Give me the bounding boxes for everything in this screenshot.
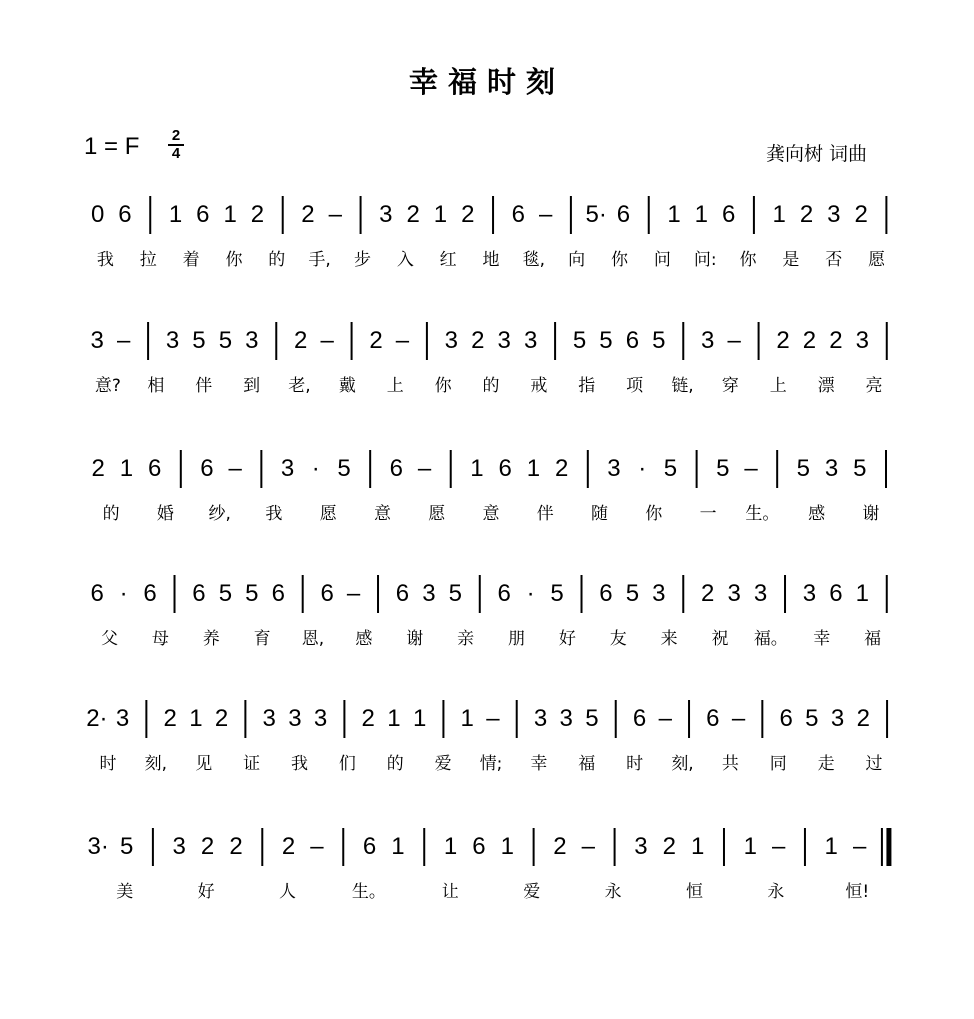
lyric: 链, — [671, 376, 694, 396]
lyric: 否 — [825, 250, 843, 270]
note: 3 — [262, 705, 276, 732]
lyric: 共 — [721, 754, 739, 774]
lyric: 我 — [265, 504, 283, 524]
lyric: 亲 — [457, 629, 475, 649]
lyric: 刻, — [144, 754, 168, 774]
lyric: 愿 — [319, 504, 337, 524]
note: 1 — [772, 201, 786, 228]
note: 2 — [301, 201, 315, 228]
note: 5 — [853, 455, 867, 482]
lyric: 伴 — [536, 504, 554, 524]
lyric: 伴 — [195, 376, 213, 396]
key-signature: 1 = F — [84, 133, 140, 160]
note: 2 — [406, 201, 420, 228]
note: 3 — [90, 327, 104, 354]
note: 3 — [607, 455, 621, 482]
note: 2 — [229, 833, 243, 860]
note: 3 — [280, 455, 295, 482]
lyric: 刻, — [671, 754, 694, 774]
note: – — [310, 833, 324, 860]
lyric: 育 — [253, 629, 271, 649]
lyric: 亮 — [865, 376, 883, 396]
note: · — [119, 580, 128, 607]
note: 2 — [361, 705, 375, 732]
note: 5 — [652, 327, 666, 354]
lyric: 上 — [769, 376, 787, 396]
note: 1 — [387, 705, 401, 732]
note: 5 — [192, 327, 206, 354]
lyric: 戴 — [338, 376, 356, 396]
note: 6 — [497, 580, 511, 607]
note: 3 — [634, 833, 648, 860]
note: 2 — [662, 833, 676, 860]
note: 3 — [523, 327, 538, 354]
note: 5 — [337, 455, 351, 482]
note: 0 — [90, 201, 105, 228]
lyric: 谢 — [406, 629, 424, 649]
note: 2 — [776, 327, 790, 354]
note: 3 — [559, 705, 573, 732]
lyric: 到 — [243, 376, 261, 396]
lyric: 我 — [96, 250, 114, 270]
note: – — [538, 201, 553, 228]
note: – — [116, 327, 131, 354]
lyric: 愿 — [868, 250, 886, 270]
lyric: 福 — [578, 754, 596, 774]
lyric: 爱 — [523, 882, 541, 902]
note: 2 — [461, 201, 475, 228]
note: 3 — [824, 455, 839, 482]
note: 6 — [147, 455, 162, 482]
lyric: 感 — [808, 504, 826, 524]
note: 6 — [118, 201, 132, 228]
note: 6 — [706, 705, 720, 732]
lyric: 好 — [197, 882, 215, 902]
note: – — [346, 580, 361, 607]
lyric: 着 — [182, 250, 200, 270]
lyric: 人 — [279, 882, 296, 902]
note: 2 — [554, 455, 569, 482]
lyric: 步 — [353, 250, 371, 270]
lyric: 祝 — [711, 629, 729, 649]
note: 3 — [245, 327, 259, 354]
lyric: 红 — [439, 250, 457, 270]
lyric: 谢 — [862, 504, 880, 524]
note: 5 — [448, 580, 463, 607]
lyric: 来 — [660, 629, 678, 649]
note: 5 — [805, 705, 819, 732]
note: 2 — [91, 455, 105, 482]
note: 6 — [779, 705, 793, 732]
lyric: 的 — [268, 250, 286, 270]
lyric: 婚 — [156, 504, 174, 524]
note: – — [328, 201, 342, 228]
note: 6 — [498, 455, 512, 482]
lyric: 指 — [578, 376, 596, 396]
note: 3 — [379, 201, 393, 228]
lyric: 走 — [817, 754, 835, 774]
lyric: 手, — [308, 250, 331, 270]
lyric: 拉 — [139, 250, 157, 270]
note: 5 — [245, 580, 259, 607]
note: 3 — [753, 580, 768, 607]
note: 5 — [550, 580, 564, 607]
lyric: 母 — [151, 629, 169, 649]
lyric: 愿 — [428, 504, 446, 524]
note: – — [727, 327, 741, 354]
note: 5 — [572, 327, 587, 354]
lyric: 见 — [195, 754, 213, 774]
lyric: 生。 — [745, 504, 780, 524]
note: 2 — [281, 833, 296, 860]
note: 1 — [119, 455, 134, 482]
lyric: 意 — [373, 504, 391, 524]
lyric: 同 — [769, 754, 787, 774]
lyric: 戒 — [530, 376, 548, 396]
lyric: 永 — [604, 882, 622, 902]
note: 5 — [585, 705, 599, 732]
note: 6 — [395, 580, 410, 607]
note: 3 — [313, 705, 328, 732]
note: 3 — [802, 580, 817, 607]
note: 1 — [189, 705, 203, 732]
note: 5 — [119, 833, 134, 860]
note: 2 — [250, 201, 265, 228]
lyric: 们 — [338, 754, 356, 774]
lyric: 友 — [609, 629, 627, 649]
note: – — [658, 705, 672, 732]
lyric: 好 — [558, 629, 576, 649]
note: 6 — [362, 833, 377, 860]
note: 2· — [86, 705, 108, 732]
lyric: 是 — [782, 250, 800, 270]
note: 1 — [500, 833, 515, 860]
note: 6 — [599, 580, 613, 607]
lyric: 的 — [102, 504, 120, 524]
lyric: 相 — [147, 376, 165, 396]
note: 2 — [294, 327, 308, 354]
note: 3 — [652, 580, 666, 607]
note: 6 — [196, 201, 210, 228]
note: – — [417, 455, 432, 482]
lyric: 朋 — [507, 629, 525, 649]
note: 3 — [727, 580, 741, 607]
note: – — [228, 455, 242, 482]
note: 2 — [200, 833, 215, 860]
note: 1 — [391, 833, 405, 860]
note: 1 — [460, 705, 474, 732]
note: 6 — [143, 580, 157, 607]
lyric: 项 — [626, 376, 644, 396]
note: · — [526, 580, 535, 607]
note: 3 — [855, 327, 870, 354]
note: 6 — [90, 580, 104, 607]
lyric: 意 — [482, 504, 500, 524]
lyric: 随 — [591, 504, 609, 524]
note: – — [320, 327, 334, 354]
note: 1 — [691, 833, 705, 860]
note: 2 — [856, 705, 870, 732]
lyric: 爱 — [434, 754, 452, 774]
note: 3 — [701, 327, 715, 354]
note: 6 — [829, 580, 843, 607]
lyric: 地 — [482, 250, 500, 270]
lyric: 让 — [441, 882, 459, 902]
note: 3· — [87, 833, 109, 860]
note: 3 — [172, 833, 186, 860]
note: 5 — [599, 327, 613, 354]
note: 6 — [389, 455, 403, 482]
note: 1 — [443, 833, 458, 860]
credit: 龚向树 词曲 — [766, 143, 868, 165]
lyric: 老, — [288, 376, 311, 396]
note: 6 — [192, 580, 206, 607]
lyric: 情; — [479, 754, 503, 774]
note: 1 — [824, 833, 838, 860]
note: – — [744, 455, 758, 482]
note: – — [486, 705, 500, 732]
note: 5 — [218, 327, 233, 354]
lyric: 一 — [699, 504, 717, 524]
note: 6 — [200, 455, 214, 482]
lyric: 幸 — [530, 754, 548, 774]
lyric: 意? — [94, 376, 121, 396]
note: · — [638, 455, 647, 482]
lyric: 穿 — [721, 376, 739, 396]
note: 1 — [743, 833, 757, 860]
note: 1 — [433, 201, 448, 228]
lyric: 漂 — [817, 376, 835, 396]
note: 1 — [855, 580, 870, 607]
note: 2 — [799, 201, 814, 228]
lyric: 恒 — [686, 882, 703, 902]
lyric: 你 — [225, 250, 243, 270]
note: 1 — [412, 705, 427, 732]
note: 1 — [168, 201, 183, 228]
note: 3 — [288, 705, 302, 732]
note: 2 — [854, 201, 868, 228]
lyric: 你 — [645, 504, 663, 524]
note: 5 — [218, 580, 233, 607]
note: – — [852, 833, 867, 860]
lyric: 证 — [243, 754, 261, 774]
lyric: 上 — [386, 376, 404, 396]
note: 6 — [320, 580, 334, 607]
note: 2 — [701, 580, 715, 607]
note: 1 — [223, 201, 237, 228]
note: – — [731, 705, 746, 732]
lyric: 纱, — [208, 504, 231, 524]
note: 3 — [533, 705, 548, 732]
note: 2 — [553, 833, 567, 860]
lyric: 生。 — [351, 882, 386, 902]
note: 5 — [625, 580, 640, 607]
lyric: 过 — [865, 754, 883, 774]
note: – — [771, 833, 786, 860]
note: 5 — [663, 455, 678, 482]
note: 5 — [796, 455, 810, 482]
note: 6 — [511, 201, 525, 228]
lyric: 永 — [767, 882, 785, 902]
time-signature-top: 2 — [171, 127, 181, 144]
lyric: 问: — [693, 250, 717, 270]
note: 1 — [667, 201, 681, 228]
lyric: 你 — [739, 250, 757, 270]
note: 3 — [115, 705, 130, 732]
note: 5 — [716, 455, 730, 482]
note: 5· — [585, 201, 607, 228]
lyric: 恩, — [301, 629, 325, 649]
note: 1 — [470, 455, 484, 482]
song-title: 幸福时刻 — [408, 65, 565, 99]
lyric: 问 — [653, 250, 671, 270]
lyric: 你 — [611, 250, 629, 270]
note: 2 — [471, 327, 485, 354]
lyric: 父 — [100, 629, 118, 649]
lyric: 时 — [99, 754, 117, 774]
note: 3 — [497, 327, 511, 354]
lyric: 我 — [290, 754, 308, 774]
note: 2 — [829, 327, 843, 354]
note: 2 — [214, 705, 229, 732]
lyric: 感 — [355, 629, 373, 649]
lyric: 你 — [434, 376, 452, 396]
note: 2 — [802, 327, 817, 354]
note: 6 — [271, 580, 285, 607]
lyric: 福。 — [753, 629, 788, 649]
lyric: 毯, — [522, 250, 546, 270]
lyric: 向 — [568, 250, 586, 270]
time-signature-bottom: 4 — [171, 145, 181, 162]
note: 6 — [632, 705, 647, 732]
note: 3 — [444, 327, 459, 354]
lyric: 福 — [864, 629, 882, 649]
note: 6 — [625, 327, 640, 354]
note: 6 — [472, 833, 486, 860]
note: – — [395, 327, 410, 354]
note: 1 — [526, 455, 541, 482]
lyric: 幸 — [813, 629, 831, 649]
note: 6 — [721, 201, 736, 228]
note: · — [311, 455, 320, 482]
note: 6 — [616, 201, 631, 228]
note: 3 — [165, 327, 180, 354]
lyric: 入 — [396, 250, 414, 270]
note: – — [581, 833, 595, 860]
note: 3 — [830, 705, 845, 732]
note: 1 — [694, 201, 709, 228]
lyric: 养 — [202, 629, 220, 649]
lyric: 时 — [626, 754, 644, 774]
note: 2 — [369, 327, 383, 354]
lyric: 的 — [482, 376, 500, 396]
note: 3 — [422, 580, 436, 607]
note: 2 — [163, 705, 177, 732]
lyric: 的 — [386, 754, 404, 774]
lyric: 恒! — [845, 882, 870, 902]
note: 3 — [827, 201, 841, 228]
lyric: 美 — [116, 882, 134, 902]
